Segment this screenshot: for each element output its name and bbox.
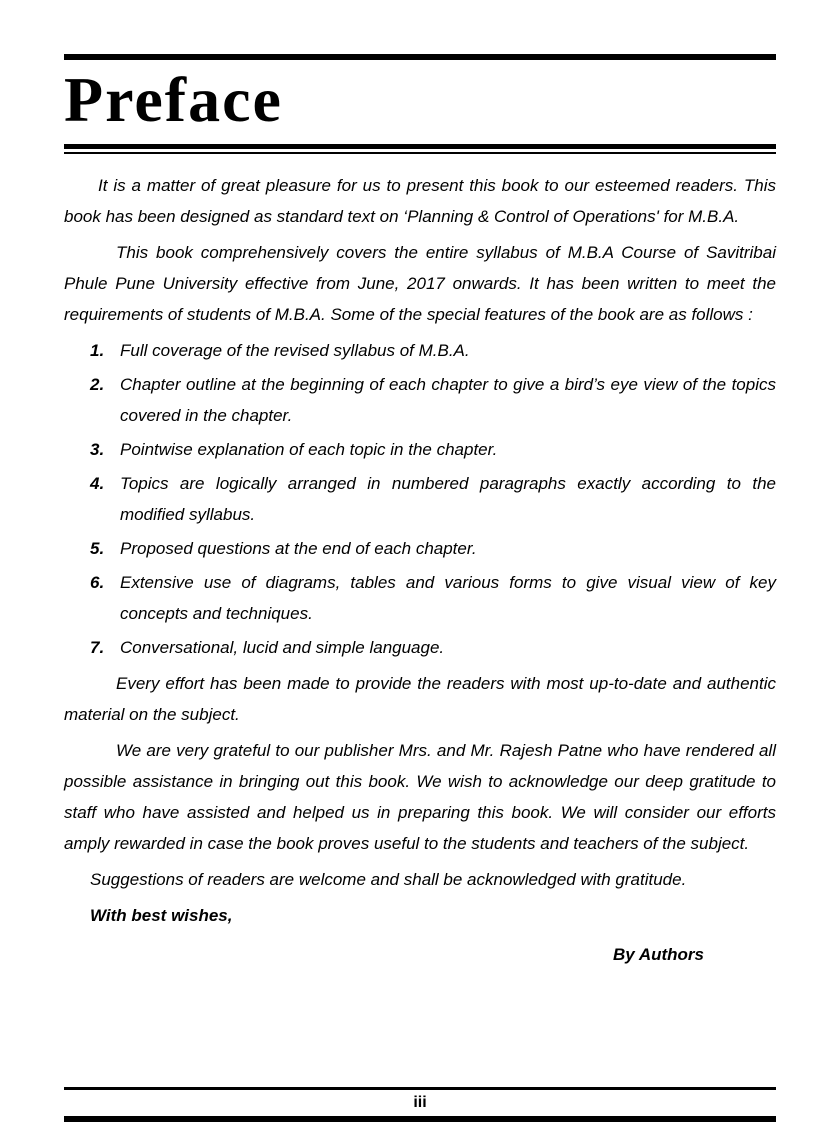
- list-item: [90, 335, 776, 366]
- list-item-text: Topics are logically arranged in numbered paragraphs exactly according to the modified syllabus.: [120, 474, 776, 524]
- list-item: [90, 369, 776, 431]
- list-item: [90, 434, 776, 465]
- list-item: [90, 533, 776, 564]
- paragraph-effort: Every effort has been made to provide the readers with most up-to-date and authentic material on the subject.: [64, 674, 776, 724]
- list-item-number: 4.: [90, 474, 105, 493]
- paragraph-intro: It is a matter of great pleasure for us to present this book to our esteemed readers. This book has been designed as standard text on ‘Planning & Control of Operations' for M.B.A.: [64, 176, 776, 226]
- page-title: Preface: [64, 64, 283, 135]
- footer-rule-bottom: [64, 1116, 776, 1122]
- list-item-text: Pointwise explanation of each topic in the chapter.: [120, 440, 498, 459]
- paragraph-gratitude: We are very grateful to our publisher Mrs. and Mr. Rajesh Patne who have rendered all possible assistance in bringing out this book. We wish to acknowledge our deep gratitude to staff who have assisted and helped us in preparing this book. We will consider our efforts amply rewarded in case the book proves useful to the students and teachers of the subject.: [64, 741, 776, 853]
- list-item-text: Extensive use of diagrams, tables and various forms to give visual view of key concepts and techniques.: [120, 573, 776, 623]
- list-item-number: 2.: [90, 375, 105, 394]
- list-item: [90, 468, 776, 530]
- list-item-number: 3.: [90, 440, 105, 459]
- list-item-text: Full coverage of the revised syllabus of M.B.A.: [120, 341, 470, 360]
- page-number: iii: [413, 1094, 427, 1111]
- list-item-number: 5.: [90, 539, 105, 558]
- list-item-number: 7.: [90, 638, 105, 657]
- list-item: [90, 632, 776, 663]
- closing-line: With best wishes,: [90, 906, 233, 925]
- title-underline-thick: [64, 144, 776, 149]
- list-item-number: 6.: [90, 573, 105, 592]
- signature: By Authors: [613, 945, 704, 964]
- list-item-text: Proposed questions at the end of each chapter.: [120, 539, 477, 558]
- list-item: [90, 567, 776, 629]
- paragraph-syllabus: This book comprehensively covers the entire syllabus of M.B.A Course of Savitribai Phule Pune University effective from June, 2017 onwards. It has been written to meet the requirements of students of M.B.A. Some of the special features of the book are as follows :: [64, 243, 776, 324]
- paragraph-suggestions: Suggestions of readers are welcome and shall be acknowledged with gratitude.: [90, 870, 687, 889]
- list-item-number: 1.: [90, 341, 105, 360]
- list-item-text: Conversational, lucid and simple language.: [120, 638, 445, 657]
- features-list: [90, 335, 776, 663]
- footer: [64, 1087, 776, 1122]
- title-underline-thin: [64, 152, 776, 154]
- list-item-text: Chapter outline at the beginning of each chapter to give a bird’s eye view of the topics covered in the chapter.: [120, 375, 776, 425]
